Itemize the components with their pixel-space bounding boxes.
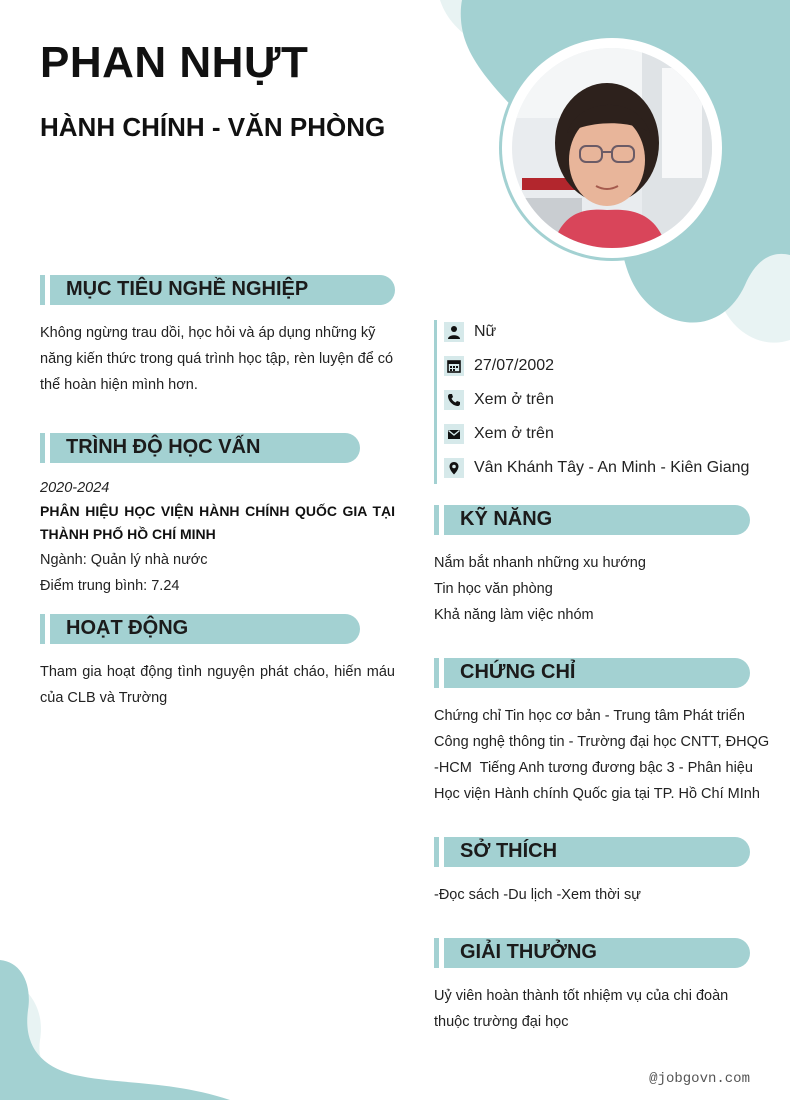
skill-item: Nắm bắt nhanh những xu hướng [434,555,646,571]
person-icon [444,322,464,342]
certificate-line: -HCM Tiếng Anh tương đương bậc 3 - Phân hiệu [434,760,753,776]
skill-item: Tin học văn phòng [434,581,553,597]
activities-text: Tham gia hoạt động tình nguyện phát cháo, hiến máu của CLB và Trường [40,664,395,706]
contact-birthday: 27/07/2002 [444,353,554,379]
skills-heading: KỸ NĂNG [444,505,750,535]
award-line: thuộc trường đại học [434,1014,569,1030]
awards-heading: GIẢI THƯỞNG [444,938,750,968]
profile-photo-frame [502,38,722,258]
education-gpa: Điểm trung bình: 7.24 [40,578,180,594]
mail-icon [444,424,464,444]
contact-accent-bar [434,320,437,484]
education-period: 2020-2024 [40,480,110,496]
certificate-line: Công nghệ thông tin - Trường đại học CNTT, ĐHQG [434,734,770,750]
skill-item: Khả năng làm việc nhóm [434,607,594,623]
profile-photo [512,48,712,248]
award-line: Uỷ viên hoàn thành tốt nhiệm vụ của chi đoàn [434,988,729,1004]
phone-icon [444,390,464,410]
watermark: @jobgovn.com [649,1071,750,1087]
contact-address: Vân Khánh Tây - An Minh - Kiên Giang [444,455,749,481]
location-icon [444,458,464,478]
candidate-name: PHAN NHỰT [40,38,309,87]
job-title: HÀNH CHÍNH - VĂN PHÒNG [40,112,386,142]
calendar-icon [444,356,464,376]
objective-heading: MỤC TIÊU NGHỀ NGHIỆP [50,275,395,305]
certificates-heading: CHỨNG CHỈ [444,658,750,688]
education-school: PHÂN HIỆU HỌC VIỆN HÀNH CHÍNH QUỐC GIA TẠI THÀNH PHỐ HỒ CHÍ MINH [40,503,395,542]
certificate-line: Học viện Hành chính Quốc gia tại TP. Hồ Chí MInh [434,786,760,802]
education-heading: TRÌNH ĐỘ HỌC VẤN [50,433,360,463]
activities-heading: HOẠT ĐỘNG [50,614,360,644]
hobbies-heading: SỞ THÍCH [444,837,750,867]
contact-phone: Xem ở trên [444,387,554,413]
contact-gender: Nữ [444,319,496,345]
hobbies-text: -Đọc sách -Du lịch -Xem thời sự [434,887,641,903]
objective-text: Không ngừng trau dồi, học hỏi và áp dụng những kỹ năng kiến thức trong quá trình học tập, rèn luyện để có thể hoàn hiện mình hơn. [40,325,394,393]
contact-email: Xem ở trên [444,421,554,447]
education-major: Ngành: Quản lý nhà nước [40,552,208,568]
certificate-line: Chứng chỉ Tin học cơ bản - Trung tâm Phát triển [434,708,745,724]
